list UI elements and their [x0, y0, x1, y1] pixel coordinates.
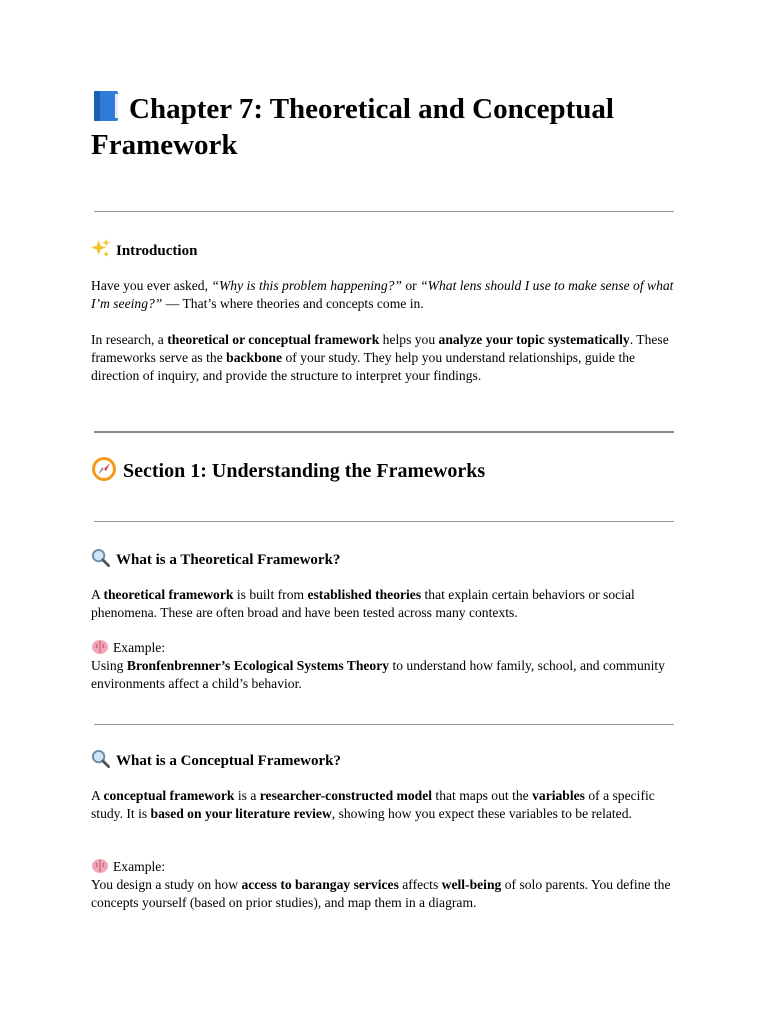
brain-icon [91, 639, 109, 655]
magnifier-icon [91, 749, 110, 768]
theoretical-heading: What is a Theoretical Framework? [91, 548, 340, 569]
compass-icon [91, 456, 117, 482]
divider [94, 724, 674, 725]
theoretical-example: Using Bronfenbrenner’s Ecological Systems Theory to understand how family, school, and community environments affect a child’s behavior. [91, 658, 665, 691]
intro-paragraph-1: Have you ever asked, “Why is this problem happening?” or “What lens should I use to make sense of what I’m seeing?” — That’s where theories and concepts come in. [91, 278, 674, 311]
intro-paragraph-2: In research, a theoretical or conceptual framework helps you analyze your topic systematically. These frameworks serve as the backbone of your study. They help you understand relationships, guide the direction of inquiry, and provide the structure to interpret your findings. [91, 332, 669, 383]
sparkles-icon [91, 239, 110, 258]
chapter-title: Chapter 7: Theoretical and Conceptual Framework [91, 90, 691, 163]
magnifier-icon [91, 548, 110, 567]
section-1-heading: Section 1: Understanding the Frameworks [91, 456, 485, 484]
blue-book-icon [91, 90, 121, 122]
brain-icon [91, 858, 109, 874]
divider [94, 521, 674, 522]
conceptual-paragraph: A conceptual framework is a researcher-constructed model that maps out the variables of a specific study. It is based on your literature review, showing how you expect these variables to be related. [91, 788, 655, 821]
conceptual-example-label: Example: [91, 858, 679, 876]
theoretical-example-label: Example: [91, 639, 679, 657]
divider [94, 431, 674, 433]
intro-heading: Introduction [91, 239, 197, 260]
conceptual-heading: What is a Conceptual Framework? [91, 749, 341, 770]
divider [94, 211, 674, 212]
conceptual-example: You design a study on how access to barangay services affects well-being of solo parents. You define the concepts yourself (based on prior studies), and map them in a diagram. [91, 877, 671, 910]
theoretical-paragraph: A theoretical framework is built from established theories that explain certain behaviors or social phenomena. These are often broad and have been tested across many contexts. [91, 587, 635, 620]
